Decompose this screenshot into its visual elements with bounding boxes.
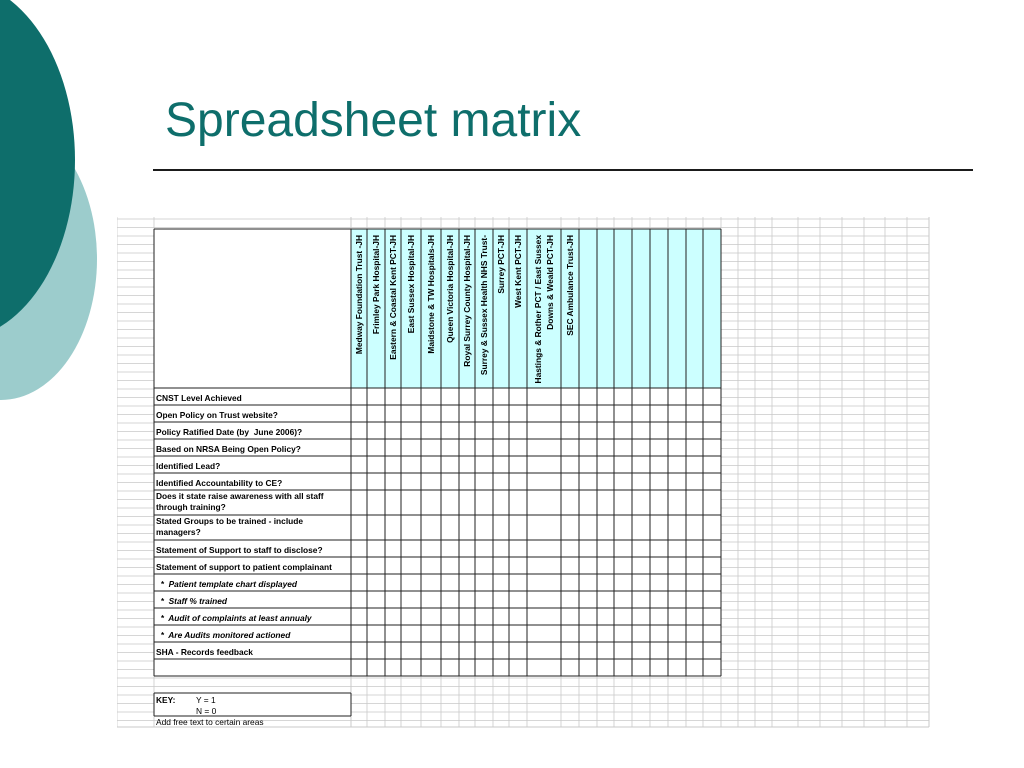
- row-label-text: * Patient template chart displayed: [156, 579, 298, 589]
- column-header-text: Surrey PCT-JH: [496, 235, 506, 294]
- column-header-text: Frimley Park Hospital-JH: [371, 235, 381, 335]
- row-label: [156, 461, 220, 471]
- row-label: [156, 427, 302, 437]
- row-label-text: Policy Ratified Date (by June 2006)?: [156, 427, 303, 437]
- column-header-text: Queen Victoria Hospital-JH: [445, 235, 455, 343]
- column-header: [388, 235, 398, 360]
- column-header-text: Eastern & Coastal Kent PCT-JH: [388, 235, 398, 360]
- column-header-text: Royal Surrey County Hospital-JH: [462, 235, 472, 367]
- row-label: [156, 596, 228, 606]
- column-header: [513, 235, 523, 308]
- row-label-text: Statement of Support to staff to disclose?: [156, 545, 323, 555]
- row-label: [156, 545, 323, 555]
- row-label: [156, 579, 298, 589]
- row-label-text: Identified Lead?: [156, 461, 221, 471]
- spreadsheet-matrix: [117, 217, 967, 729]
- column-header-text: Surrey & Sussex Health NHS Trust-: [479, 235, 489, 376]
- row-label-text: Stated Groups to be trained - include: [156, 516, 304, 526]
- row-label-text: * Are Audits monitored actioned: [156, 630, 291, 640]
- column-header: [354, 235, 364, 354]
- row-label-text: through training?: [156, 502, 226, 512]
- column-header: [565, 235, 575, 336]
- row-label: [156, 393, 242, 403]
- row-label-text: Identified Accountability to CE?: [156, 478, 283, 488]
- row-label: [156, 647, 253, 657]
- key-box: [155, 694, 351, 716]
- row-label-text: SHA - Records feedback: [156, 647, 253, 657]
- row-label: [156, 478, 282, 488]
- row-label-text: Open Policy on Trust website?: [156, 410, 278, 420]
- row-label-text: CNST Level Achieved: [156, 393, 242, 403]
- matrix-body: [352, 389, 721, 676]
- row-label: [156, 630, 291, 640]
- column-header-text: East Sussex Hospital-JH: [406, 235, 416, 334]
- column-header-text: Medway Foundation Trust -JH: [354, 235, 364, 355]
- column-header-text: SEC Ambulance Trust-JH: [565, 235, 575, 336]
- row-label: [156, 613, 312, 623]
- column-header: [479, 235, 489, 375]
- column-header: [426, 235, 436, 354]
- column-header: [462, 235, 472, 367]
- column-header: [406, 235, 416, 333]
- spreadsheet-grid: [117, 217, 967, 729]
- row-label: [156, 562, 332, 572]
- column-header-text: Maidstone & TW Hospitals-JH: [426, 235, 436, 354]
- row-label-text: Does it state raise awareness with all staff: [156, 491, 324, 501]
- column-header-text: Hastings & Rother PCT / East Sussex: [533, 235, 543, 384]
- row-label: [156, 444, 301, 454]
- row-label-text: Based on NRSA Being Open Policy?: [156, 444, 301, 454]
- row-label-text: * Staff % trained: [156, 596, 228, 606]
- header-label-cell: [155, 230, 351, 388]
- slide-title: Spreadsheet matrix: [165, 94, 582, 147]
- column-header: [371, 235, 381, 334]
- row-label-text: managers?: [156, 527, 201, 537]
- key-no-value: N = 0: [196, 706, 217, 716]
- column-header-text: West Kent PCT-JH: [513, 235, 523, 308]
- key-label: KEY:: [156, 695, 176, 705]
- row-label: [156, 410, 278, 420]
- column-header: [445, 235, 455, 343]
- key-yes-value: Y = 1: [196, 695, 216, 705]
- column-header-text: Downs & Weald PCT-JH: [545, 235, 555, 330]
- column-header: [496, 235, 506, 294]
- row-label-text: * Audit of complaints at least annualy: [156, 613, 312, 623]
- title-underline: [153, 169, 973, 171]
- footnote: Add free text to certain areas: [156, 717, 264, 727]
- row-label-text: Statement of support to patient complainant: [156, 562, 332, 572]
